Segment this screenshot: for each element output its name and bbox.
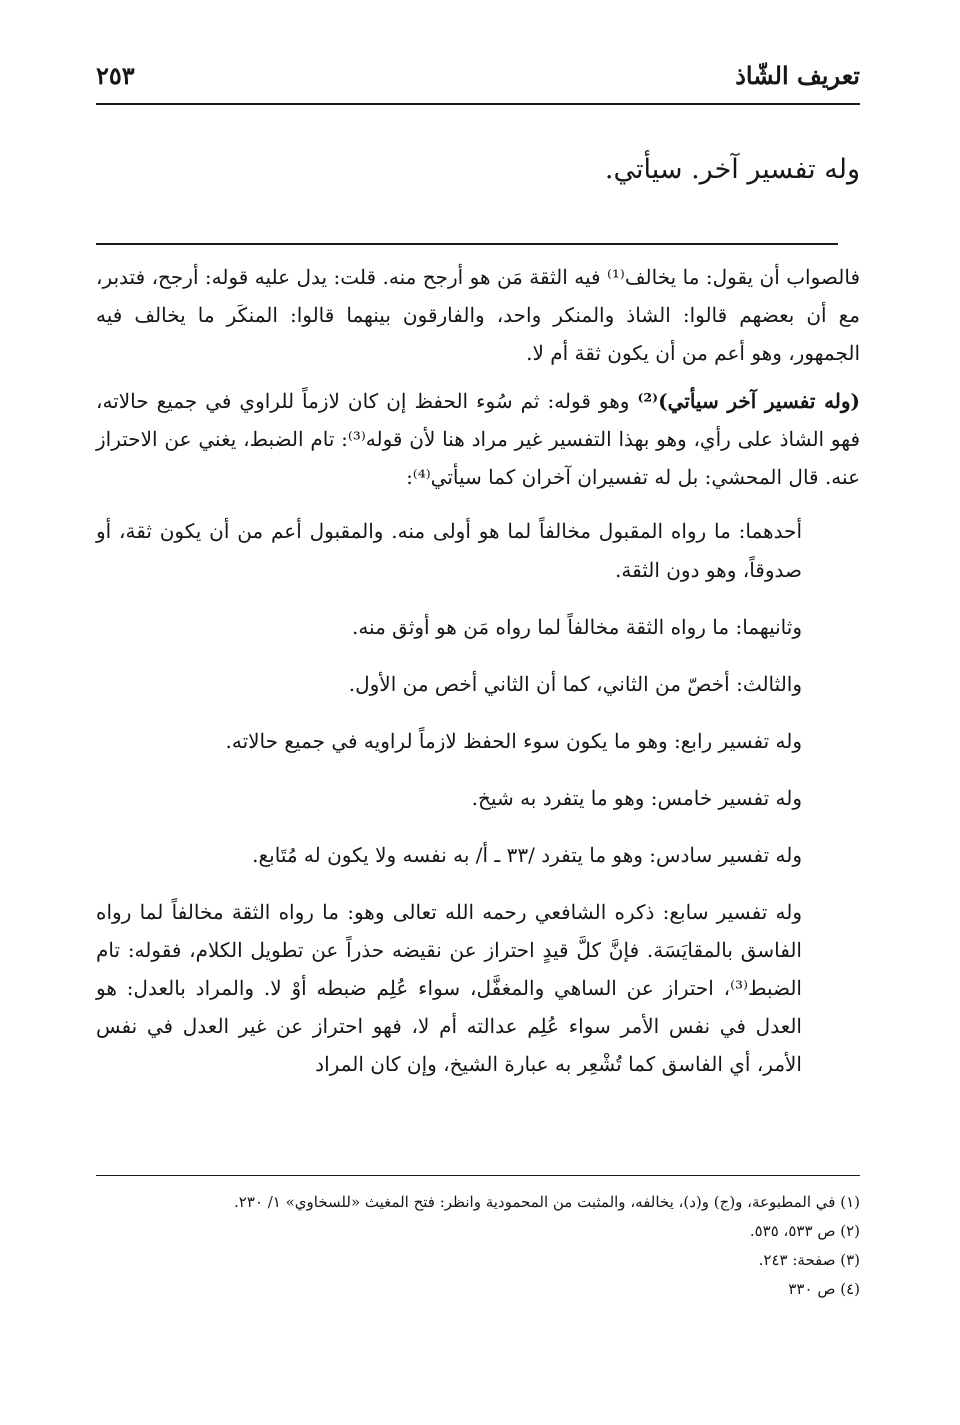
commentary-paragraph: وله تفسير سادس: وهو ما يتفرد /٣٣ ـ أ/ به نفسه ولا يكون له مُتَابع. [252,843,802,867]
commentary-paragraph: أحدهما: ما رواه المقبول مخالفاً لما هو أولى منه. والمقبول أعم من أن يكون ثقة، أو صدوقاً، وهو دون الثقة. [96,519,802,582]
commentary [96,258,860,1101]
running-head: تعريف الشّاذ [735,61,860,90]
quoted-lemma: (وله تفسير آخر سيأتي)⁽²⁾ [637,389,861,413]
footnote: (١) في المطبوعة، و(ج) و(د)، يخالفه، والمثبت من المحمودية وانظر: فتح المغيث «للسخاوي» ١/ ٢٣٠. [234,1193,860,1211]
commentary-paragraph: فالصواب أن يقول: ما يخالف⁽¹⁾ فيه الثقة مَن هو أرجح منه. قلت: يدل عليه قوله: أرجح، فتدبر، مع أن بعضهم قالوا: الشاذ والمنكر واحد، والفارقون بينهما قالوا: المنكَر ما يخالف فيه الجمهور، وهو أعم من أن يكون ثقة أم لا. [96,265,861,365]
footnote: (٤) ص ٣٣٠ [788,1280,860,1298]
header-rule [96,103,860,105]
commentary-paragraph: والثالث: أخصّ من الثاني، كما أن الثاني أخص من الأول. [348,672,802,696]
commentary-paragraph: وله تفسير سابع: ذكره الشافعي رحمه الله تعالى وهو: ما رواه الثقة مخالفاً لما رواه الفاسق بالمقايَسَة. فإنَّ كلَّ قيدٍ احتراز عن نقيضه حذراً عن تطويل الكلام، فقوله: تام الضبط⁽³⁾، احتراز عن الساهي والمغفَّل، سواء عُلِم ضبطه أوْ لا. والمراد بالعدل: هو العدل في نفس الأمر سواء عُلِم عدالته أم لا، فهو احتراز عن غير العدل في نفس الأمر، أي الفاسق كما تُشْعِر به عبارة الشيخ، وإن كان المراد [96,900,802,1076]
footnote-rule [96,1175,860,1176]
footnote: (٣) صفحة: ٢٤٣. [758,1251,860,1269]
commentary-paragraph: وثانيهما: ما رواه الثقة مخالفاً لما رواه مَن هو أوثق منه. [351,615,802,639]
page-number: ٢٥٣ [96,61,135,90]
page-header [96,50,860,102]
footnotes [90,1188,860,1304]
commentary-paragraph: وله تفسير رابع: وهو ما يكون سوء الحفظ لازماً لراويه في جميع حالاته. [225,729,802,753]
separator-rule [96,243,838,245]
main-text: وله تفسير آخر. سيأتي. [604,154,860,185]
footnote: (٢) ص ٥٣٣، ٥٣٥. [749,1222,860,1240]
commentary-paragraph: وله تفسير خامس: وهو ما يتفرد به شيخ. [471,786,802,810]
commentary-paragraph-text: وهو قوله: ثم سُوء الحفظ إن كان لازماً للراوي في جميع حالاته، فهو الشاذ على رأي، وهو بهذا التفسير غير مراد هنا لأن قوله⁽³⁾: تام الضبط، يغني عن الاحتراز عنه. قال المحشي: بل له تفسيران آخران كما سيأتي⁽⁴⁾: [96,389,861,489]
commentary-paragraph [96,382,860,496]
